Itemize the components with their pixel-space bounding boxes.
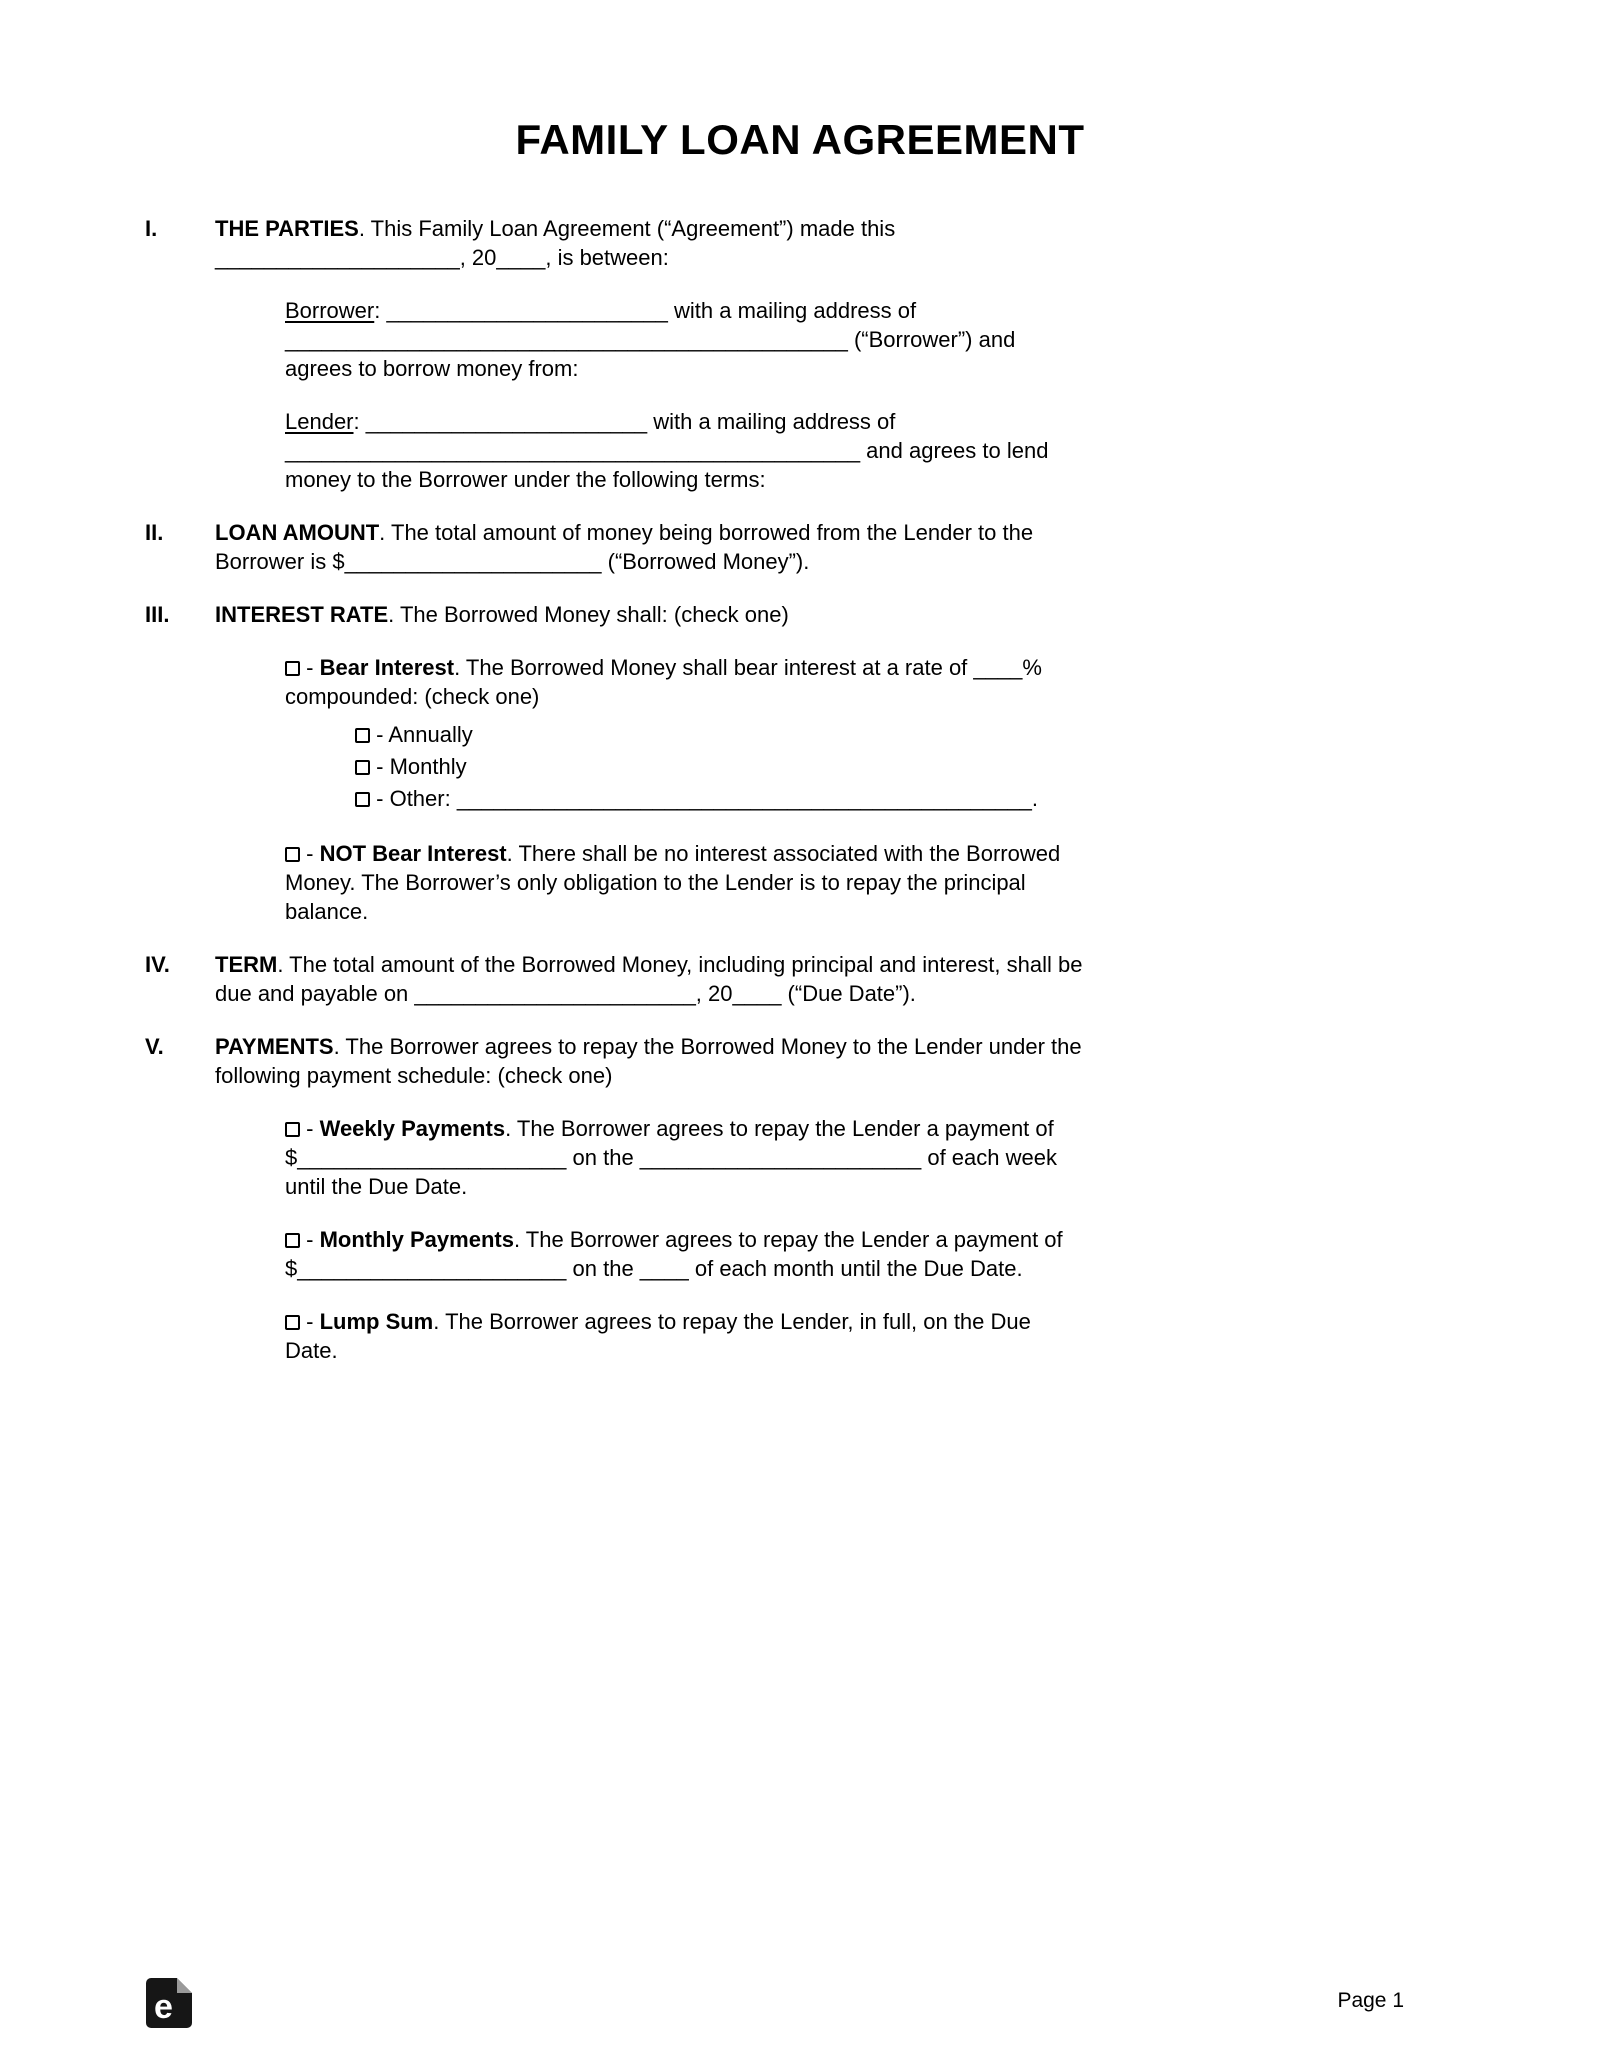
lender-clause bbox=[285, 407, 1080, 494]
loan-amount-clause bbox=[215, 518, 1085, 576]
checkbox-icon[interactable] bbox=[285, 661, 300, 676]
checkbox-icon[interactable] bbox=[285, 1233, 300, 1248]
option-other-label: Other: _______________________________________________. bbox=[389, 786, 1038, 811]
checkbox-icon[interactable] bbox=[355, 760, 370, 775]
checkbox-icon[interactable] bbox=[285, 1315, 300, 1330]
interest-rate-heading: INTEREST RATE bbox=[215, 602, 389, 627]
monthly-payments-heading: Monthly Payments bbox=[319, 1227, 514, 1252]
section-term bbox=[145, 950, 1085, 1032]
dash-glyph: - bbox=[306, 1116, 314, 1141]
payments-intro bbox=[215, 1032, 1085, 1090]
lender-label: Lender bbox=[285, 409, 354, 434]
option-annually bbox=[355, 719, 1085, 751]
parties-heading: THE PARTIES bbox=[215, 216, 359, 241]
lump-sum-body: . The Borrower agrees to repay the Lender, in full, on the Due Date. bbox=[285, 1309, 1031, 1363]
compounding-options bbox=[355, 719, 1085, 815]
section-parties-numeral: I. bbox=[145, 216, 158, 241]
lender-body: : _______________________ with a mailing address of _______________________________________________ and agrees to lend money to the Borrower under the following terms: bbox=[285, 409, 1049, 492]
bear-interest-heading: Bear Interest bbox=[319, 655, 455, 680]
payments-heading: PAYMENTS bbox=[215, 1034, 334, 1059]
weekly-payments-clause bbox=[285, 1114, 1080, 1201]
section-loan-amount-numeral: II. bbox=[145, 520, 164, 545]
section-parties bbox=[145, 214, 1085, 518]
term-clause bbox=[215, 950, 1085, 1008]
option-monthly-label: Monthly bbox=[389, 754, 467, 779]
weekly-payments-body: . The Borrower agrees to repay the Lender a payment of $______________________ on the _______________________ of each week until the Due Date. bbox=[285, 1116, 1057, 1199]
section-interest-rate-numeral: III. bbox=[145, 602, 170, 627]
interest-rate-intro bbox=[215, 600, 1085, 629]
borrower-body: : _______________________ with a mailing address of ______________________________________________ (“Borrower”) and agrees to borrow money from: bbox=[285, 298, 1016, 381]
monthly-payments-clause bbox=[285, 1225, 1080, 1283]
not-bear-interest-heading: NOT Bear Interest bbox=[319, 841, 507, 866]
parties-body: . This Family Loan Agreement (“Agreement”) made this ____________________, 20____, is between: bbox=[215, 216, 896, 270]
eforms-logo-letter: e bbox=[154, 1988, 173, 2026]
dash-glyph: - bbox=[376, 786, 384, 811]
section-term-numeral: IV. bbox=[145, 952, 170, 977]
page-number-label: Page 1 bbox=[1337, 1989, 1404, 2012]
checkbox-icon[interactable] bbox=[355, 728, 370, 743]
checkbox-icon[interactable] bbox=[355, 792, 370, 807]
section-payments bbox=[145, 1032, 1085, 1389]
dash-glyph: - bbox=[376, 754, 384, 779]
dash-glyph: - bbox=[376, 722, 384, 747]
term-heading: TERM bbox=[215, 952, 278, 977]
dash-glyph: - bbox=[306, 1309, 314, 1334]
option-annually-label: Annually bbox=[388, 722, 473, 747]
checkbox-icon[interactable] bbox=[285, 847, 300, 862]
dash-glyph: - bbox=[306, 655, 314, 680]
section-payments-numeral: V. bbox=[145, 1034, 164, 1059]
page-title: FAMILY LOAN AGREEMENT bbox=[515, 116, 1085, 163]
term-body: . The total amount of the Borrowed Money, including principal and interest, shall be due and payable on _______________________, 20____ (“Due Date”). bbox=[215, 952, 1083, 1006]
loan-amount-body: . The total amount of money being borrowed from the Lender to the Borrower is $_____________________ (“Borrowed Money”). bbox=[215, 520, 1034, 574]
payments-body: . The Borrower agrees to repay the Borrowed Money to the Lender under the following payment schedule: (check one) bbox=[215, 1034, 1082, 1088]
loan-amount-heading: LOAN AMOUNT bbox=[215, 520, 380, 545]
option-other bbox=[355, 783, 1085, 815]
option-monthly bbox=[355, 751, 1085, 783]
dash-glyph: - bbox=[306, 1227, 314, 1252]
bear-interest-body: . The Borrowed Money shall bear interest at a rate of ____% compounded: (check one) bbox=[285, 655, 1042, 709]
interest-rate-body: . The Borrowed Money shall: (check one) bbox=[388, 602, 789, 627]
eforms-logo bbox=[146, 1978, 192, 2028]
weekly-payments-heading: Weekly Payments bbox=[319, 1116, 506, 1141]
bear-interest-clause bbox=[285, 653, 1080, 711]
dash-glyph: - bbox=[306, 841, 314, 866]
borrower-clause bbox=[285, 296, 1080, 383]
section-loan-amount bbox=[145, 518, 1085, 600]
borrower-label: Borrower bbox=[285, 298, 375, 323]
parties-intro bbox=[215, 214, 1085, 272]
lump-sum-clause bbox=[285, 1307, 1080, 1365]
checkbox-icon[interactable] bbox=[285, 1122, 300, 1137]
not-bear-interest-body: . There shall be no interest associated with the Borrowed Money. The Borrower’s only obligation to the Lender is to repay the principal balance. bbox=[285, 841, 1061, 924]
monthly-payments-body: . The Borrower agrees to repay the Lender a payment of $______________________ on the ____ of each month until the Due Date. bbox=[285, 1227, 1063, 1281]
not-bear-interest-clause bbox=[285, 839, 1080, 926]
lump-sum-heading: Lump Sum bbox=[319, 1309, 434, 1334]
section-interest-rate bbox=[145, 600, 1085, 950]
page-fold-cut-icon bbox=[177, 1978, 192, 1993]
